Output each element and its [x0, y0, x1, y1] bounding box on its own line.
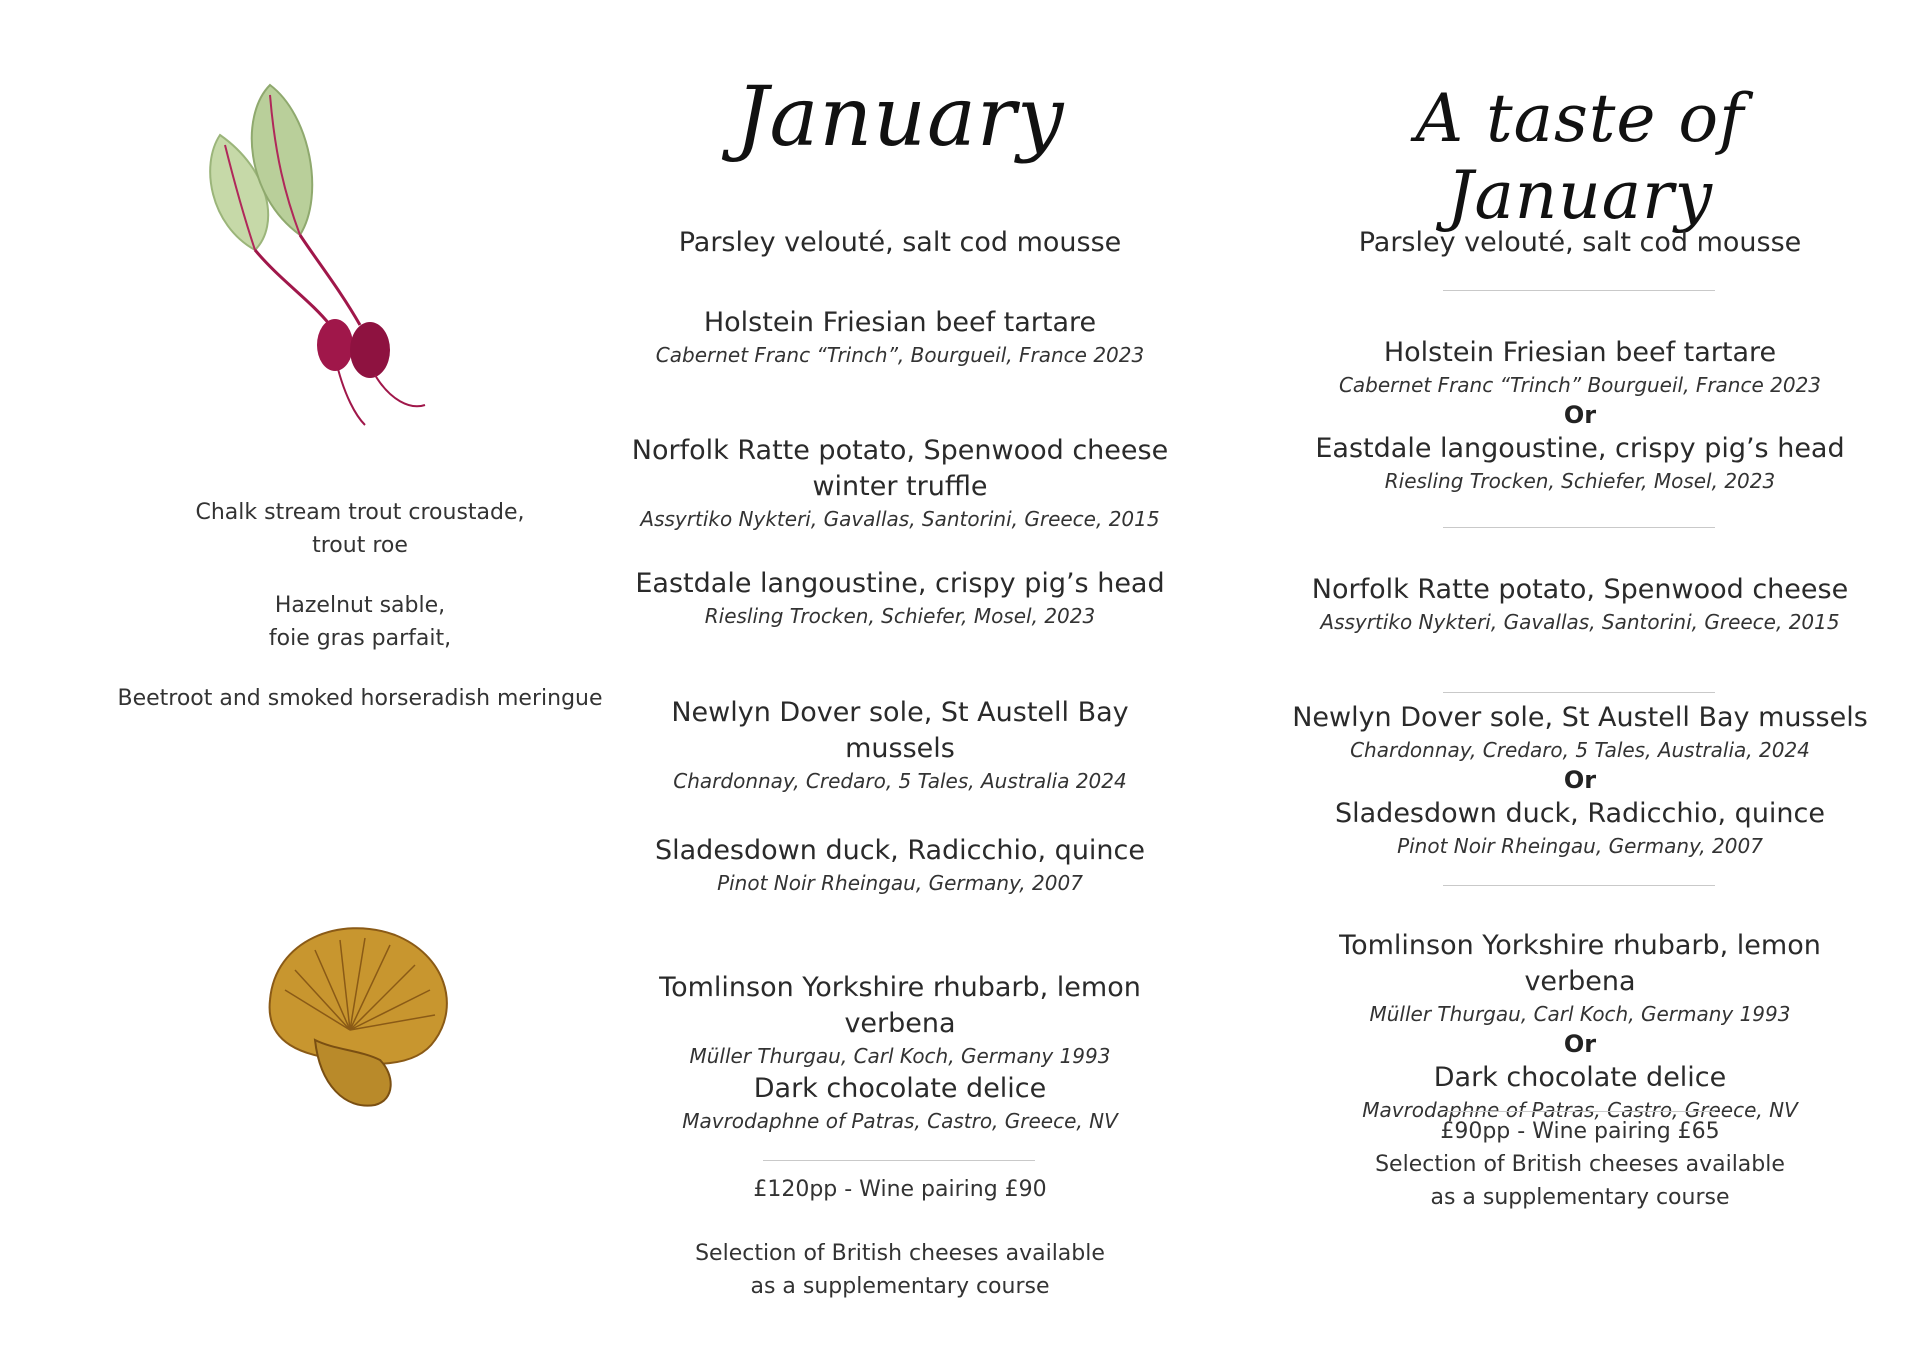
course-6: Sladesdown duck, Radicchio, quince Pinot Noir Rheingau, Germany, 2007	[655, 835, 1145, 895]
price-and-cheese: £90pp - Wine pairing £65 Selection of British cheeses available as a supplementary course	[1375, 1119, 1785, 1210]
divider	[1443, 1111, 1715, 1112]
divider	[1443, 885, 1715, 886]
snack-3: Beetroot and smoked horseradish meringue	[117, 686, 603, 711]
course-5-choice: Tomlinson Yorkshire rhubarb, lemon verbena Müller Thurgau, Carl Koch, Germany 1993 Or Dark chocolate delice Mavrodaphne of Patras, Castro, Greece, NV	[1339, 930, 1821, 1122]
divider	[1443, 527, 1715, 528]
price-line: £120pp - Wine pairing £90	[753, 1177, 1047, 1202]
course-3: Norfolk Ratte potato, Spenwood cheese winter truffle Assyrtiko Nykteri, Gavallas, Santorini, Greece, 2015	[631, 435, 1169, 531]
divider	[1443, 692, 1715, 693]
snack-1: Chalk stream trout croustade, trout roe	[195, 500, 525, 558]
course-2: Holstein Friesian beef tartare Cabernet Franc “Trinch”, Bourgueil, France 2023	[655, 307, 1145, 367]
menu-title: January	[735, 70, 1065, 165]
divider	[1443, 290, 1715, 291]
mushroom-illustration	[245, 910, 465, 1120]
course-7: Tomlinson Yorkshire rhubarb, lemon verbena Müller Thurgau, Carl Koch, Germany 1993	[659, 972, 1141, 1068]
taste-menu	[1280, 0, 1880, 1357]
course-2-choice: Holstein Friesian beef tartare Cabernet Franc “Trinch” Bourgueil, France 2023 Or Eastdale langoustine, crispy pig’s head Riesling Trocken, Schiefer, Mosel, 2023	[1315, 337, 1845, 493]
menu-title: A taste of January	[1415, 80, 1745, 234]
course-4: Eastdale langoustine, crispy pig’s head Riesling Trocken, Schiefer, Mosel, 2023	[635, 568, 1165, 628]
beetroot-illustration	[160, 75, 460, 435]
january-menu	[620, 0, 1180, 1357]
snack-2: Hazelnut sable, foie gras parfait,	[268, 593, 452, 651]
course-5: Newlyn Dover sole, St Austell Bay mussels Chardonnay, Credaro, 5 Tales, Australia 2024	[671, 697, 1129, 793]
course-3: Norfolk Ratte potato, Spenwood cheese Assyrtiko Nykteri, Gavallas, Santorini, Greece, 2015	[1311, 574, 1849, 634]
course-4-choice: Newlyn Dover sole, St Austell Bay mussels Chardonnay, Credaro, 5 Tales, Australia, 2024 Or Sladesdown duck, Radicchio, quince Pinot Noir Rheingau, Germany, 2007	[1292, 702, 1868, 858]
course-starter: Parsley velouté, salt cod mousse	[678, 227, 1122, 258]
divider	[763, 1160, 1035, 1161]
course-8: Dark chocolate delice Mavrodaphne of Patras, Castro, Greece, NV	[682, 1073, 1118, 1133]
cheese-note: Selection of British cheeses available as a supplementary course	[695, 1241, 1105, 1299]
course-starter: Parsley velouté, salt cod mousse	[1358, 227, 1802, 258]
